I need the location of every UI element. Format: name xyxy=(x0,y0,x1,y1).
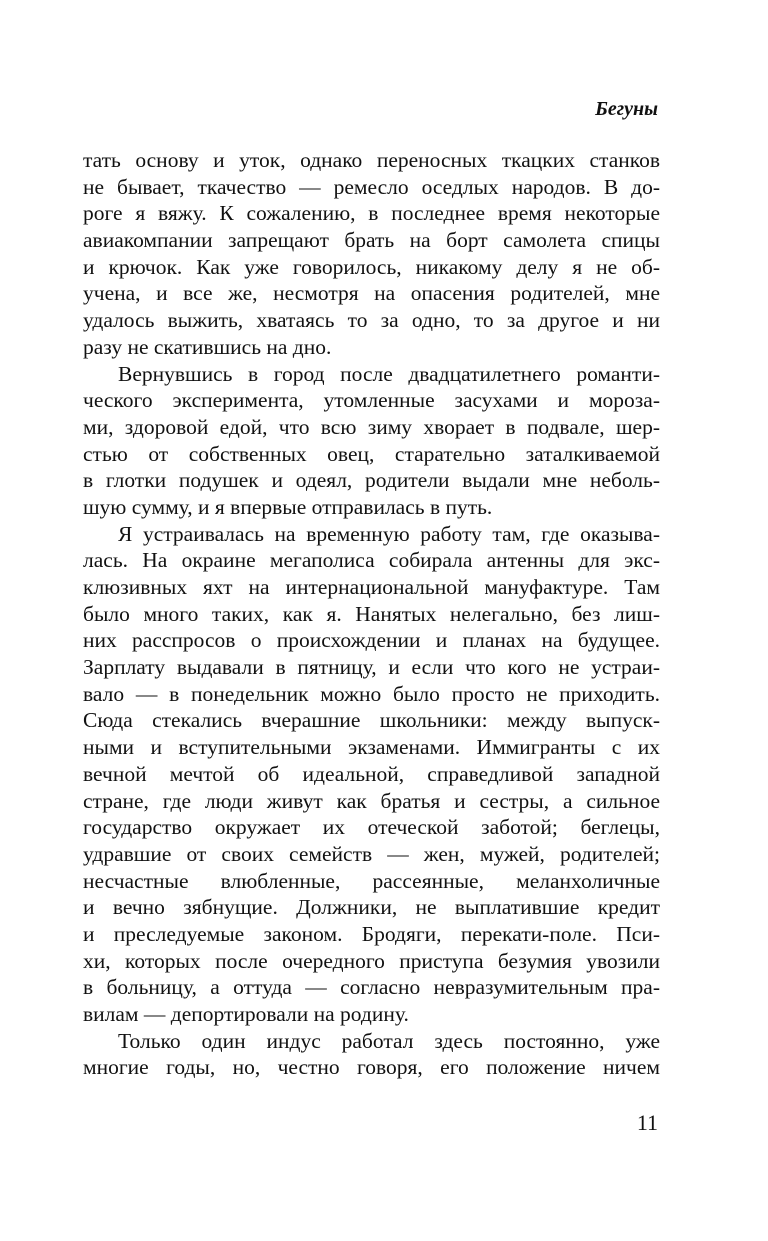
text-line: шую сумму, и я впервые отправилась в путь. xyxy=(83,494,493,519)
paragraph xyxy=(83,361,660,521)
text-line: роге я вяжу. К сожалению, в последнее время некоторые xyxy=(83,201,660,226)
text-line: удравшие от своих семейств — жен, мужей, родителей; xyxy=(83,841,660,866)
text-line: ными и вступительными экзаменами. Иммигранты с их xyxy=(83,735,660,760)
text-line: было много таких, как я. Нанятых нелегально, без лиш- xyxy=(83,601,660,626)
running-head: Бегуны xyxy=(595,98,658,120)
paragraph xyxy=(83,521,660,1028)
text-line: в глотки подушек и одеял, родители выдали мне неболь- xyxy=(83,468,660,493)
text-line: Зарплату выдавали в пятницу, и если что кого не устраи- xyxy=(83,655,660,680)
text-line: не бывает, ткачество — ремесло оседлых народов. В до- xyxy=(83,174,660,199)
paragraph xyxy=(83,147,660,361)
text-line: и преследуемые законом. Бродяги, перекати-поле. Пси- xyxy=(83,921,660,946)
text-line: учена, и все же, несмотря на опасения родителей, мне xyxy=(83,281,660,306)
text-line: авиакомпании запрещают брать на борт самолета спицы xyxy=(83,228,660,253)
text-line: вилам — депортировали на родину. xyxy=(83,1002,409,1026)
text-line: хи, которых после очередного приступа безумия увозили xyxy=(83,948,660,973)
text-line: в больницу, а оттуда — согласно невразумительным пра- xyxy=(83,975,660,1000)
text-line: многие годы, но, честно говоря, его положение ничем xyxy=(83,1055,660,1080)
text-line: государство окружает их отеческой заботой; беглецы, xyxy=(83,815,660,840)
text-line: стью от собственных овец, старательно заталкиваемой xyxy=(83,441,660,466)
text-line: вало — в понедельник можно было просто не приходить. xyxy=(83,681,660,706)
text-line: тать основу и уток, однако переносных ткацких станков xyxy=(83,148,660,172)
text-line: ми, здоровой едой, что всю зиму хворает в подвале, шер- xyxy=(83,414,660,439)
page-number: 11 xyxy=(636,1110,658,1135)
text-line: и крючок. Как уже говорилось, никакому делу я не об- xyxy=(83,254,660,279)
text-line: ческого эксперимента, утомленные засухами и мороза- xyxy=(83,388,660,413)
text-line: несчастные влюбленные, рассеянные, меланхоличные xyxy=(83,868,660,893)
text-line: вечной мечтой об идеальной, справедливой западной xyxy=(83,761,660,786)
text-line: Только один индус работал здесь постоянно, уже xyxy=(118,1028,660,1053)
paragraph xyxy=(83,1028,660,1081)
text-line: удалось выжить, хватаясь то за одно, то за другое и ни xyxy=(83,308,660,333)
text-line: клюзивных яхт на интернациональной мануфактуре. Там xyxy=(83,575,660,599)
text-line: лась. На окраине мегаполиса собирала антенны для экс- xyxy=(83,548,660,573)
text-line: Вернувшись в город после двадцатилетнего романти- xyxy=(118,361,660,386)
text-line: них расспросов о происхождении и планах на будущее. xyxy=(83,628,660,653)
text-line: разу не скатившись на дно. xyxy=(83,334,332,359)
text-line: стране, где люди живут как братья и сестры, а сильное xyxy=(83,788,660,813)
text-line: Сюда стекались вчерашние школьники: между выпуск- xyxy=(83,708,660,733)
text-line: и вечно зябнущие. Должники, не выплатившие кредит xyxy=(83,895,660,920)
body-text xyxy=(83,147,660,1081)
text-line: Я устраивалась на временную работу там, где оказыва- xyxy=(118,521,660,546)
